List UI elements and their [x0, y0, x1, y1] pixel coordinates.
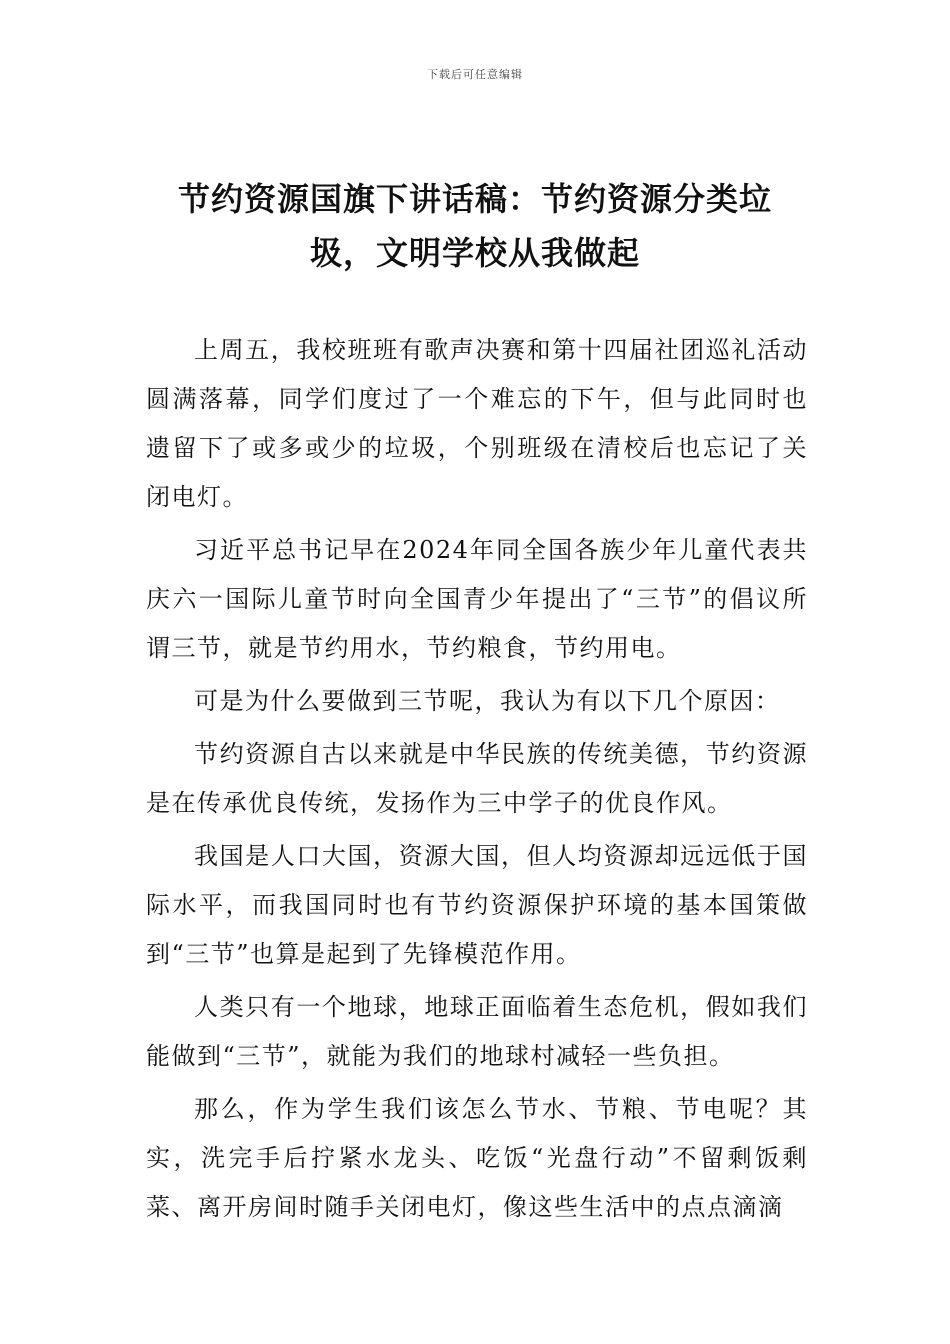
- paragraph: 可是为什么要做到三节呢，我认为有以下几个原因：: [194, 687, 781, 715]
- paragraph: 那么，作为学生我们该怎么节水、节粮、节电呢？其实，洗完手后拧紧水龙头、吃饭“光盘行动”不留剩饭剩菜、离开房间时随手关闭电灯，像这些生活中的点点滴滴: [146, 1095, 808, 1221]
- paragraph: 上周五，我校班班有歌声决赛和第十四届社团巡礼活动圆满落幕，同学们度过了一个难忘的下午，但与此同时也遗留下了或多或少的垃圾，个别班级在清校后也忘记了关闭电灯。: [146, 336, 808, 511]
- title-line-1: 节约资源国旗下讲话稿：节约资源分类垃: [177, 180, 772, 218]
- document-title: [130, 172, 820, 280]
- document-body: [146, 326, 808, 1236]
- header-note: 下载后可任意编辑: [427, 68, 523, 81]
- paragraph: 我国是人口大国，资源大国，但人均资源却远远低于国际水平，而我国同时也有节约资源保护环境的基本国策做到“三节”也算是起到了先锋模范作用。: [146, 842, 808, 968]
- title-line-2: 圾，文明学校从我做起: [309, 234, 640, 272]
- paragraph: 习近平总书记早在2024年同全国各族少年儿童代表共庆六一国际儿童节时向全国青少年提出了“三节”的倡议所谓三节，就是节约用水，节约粮食，节约用电。: [146, 536, 808, 662]
- paragraph: 人类只有一个地球，地球正面临着生态危机，假如我们能做到“三节”，就能为我们的地球村减轻一些负担。: [146, 993, 808, 1070]
- paragraph: 节约资源自古以来就是中华民族的传统美德，节约资源是在传承优良传统，发扬作为三中学子的优良作风。: [146, 740, 808, 817]
